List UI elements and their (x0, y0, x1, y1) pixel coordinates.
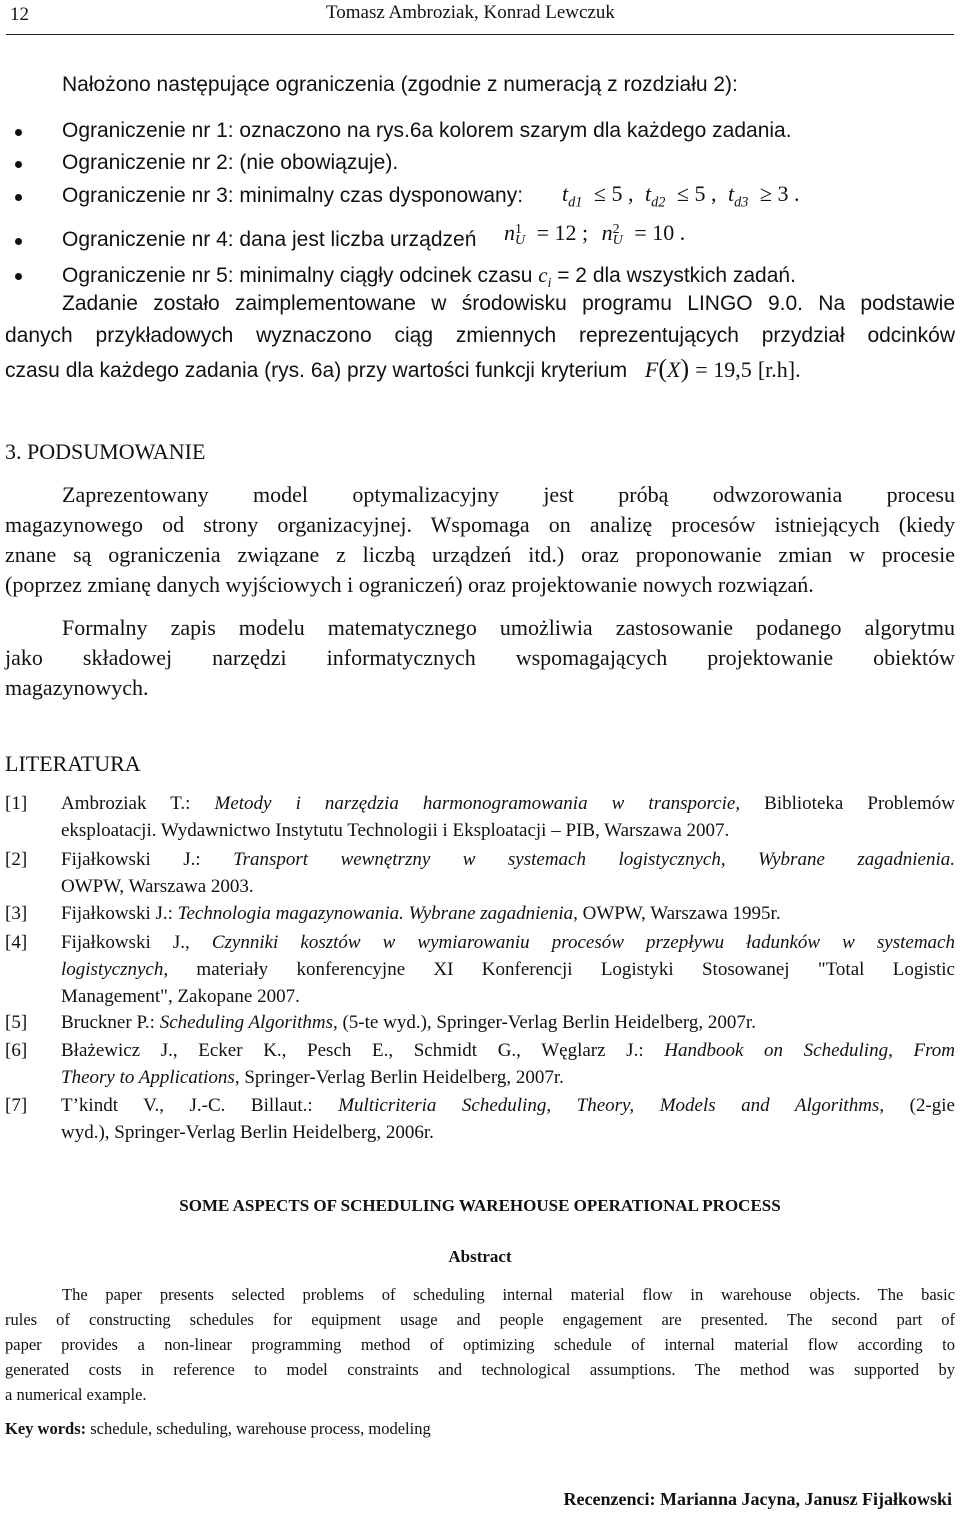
page-number: 12 (10, 4, 29, 25)
reference-number: [6] (5, 1040, 28, 1061)
paragraph-line: Formalny zapis modelu matematycznego umożliwia zastosowanie podanego algorytmu (62, 615, 955, 640)
abstract-line: rules of constructing schedules for equipment usage and people engagement are presented. The second part of (5, 1310, 955, 1329)
reference-text: Fijałkowski J.: Technologia magazynowania. Wybrane zagadnienia, OWPW, Warszawa 1995r. (61, 903, 781, 924)
constraint-3-formula: $t_{d1} \le 5$ , $t_{d2} \le 5$ , $t_{d3} \ge 3$ . (562, 181, 800, 211)
paragraph-line: czasu dla każdego zadania (rys. 6a) przy wartości funkcji kryterium F(X) = 19,5 [r.h]. (5, 354, 801, 383)
paragraph-line: Zadanie zostało zaimplementowane w środowisku programu LINGO 9.0. Na podstawie (62, 292, 955, 315)
keywords-list: schedule, scheduling, warehouse process, modeling (90, 1419, 431, 1438)
constraint-4-formula: n 1 U = 12 ; n 2 U = 10 . (504, 220, 686, 248)
reference-number: [4] (5, 932, 28, 953)
constraint-text: Ograniczenie nr 2: (nie obowiązuje). (62, 151, 399, 174)
english-title: SOME ASPECTS OF SCHEDULING WAREHOUSE OPERATIONAL PROCESS (179, 1196, 781, 1215)
reference-number: [7] (5, 1095, 28, 1116)
reviewers: Recenzenci: Marianna Jacyna, Janusz Fijałkowski (563, 1489, 952, 1509)
keywords-label: Key words: (5, 1419, 87, 1438)
paragraph-line: Zaprezentowany model optymalizacyjny jest próbą odwzorowania procesu (62, 482, 955, 507)
constraint-text: Ograniczenie nr 5: minimalny ciągły odcinek czasu $c_i = 2$ dla wszystkich zadań. (62, 263, 796, 291)
bullet-icon (15, 238, 22, 245)
reference-text: Bruckner P.: Scheduling Algorithms, (5-te wyd.), Springer-Verlag Berlin Heidelberg, 2007r. (61, 1012, 756, 1033)
running-authors: Tomasz Ambroziak, Konrad Lewczuk (326, 2, 615, 23)
bullet-icon (15, 194, 22, 201)
abstract-line: generated costs in reference to model constraints and technological assumptions. The method was supported by (5, 1360, 955, 1379)
reference-number: [3] (5, 903, 28, 924)
bullet-icon (15, 129, 22, 136)
bullet-icon (15, 273, 22, 280)
keywords (5, 1419, 431, 1439)
abstract-heading: Abstract (448, 1247, 512, 1266)
constraint-text: Ograniczenie nr 3: minimalny czas dysponowany: (62, 184, 524, 207)
abstract-line: a numerical example. (5, 1385, 147, 1404)
reference-text: Błażewicz J., Ecker K., Pesch E., Schmidt G., Węglarz J.: Handbook on Scheduling, From Theory to Applications, Springer-Verlag Berlin Heidelberg, 2007r. (61, 1040, 955, 1088)
reference-text: T’kindt V., J.-C. Billaut.: Multicriteria Scheduling, Theory, Models and Algorithms, (2-gie wyd.), Springer-Verlag Berlin Heidelberg, 2006r. (61, 1095, 955, 1143)
reference-number: [2] (5, 849, 28, 870)
bullet-icon (15, 161, 22, 168)
constraint-text: Ograniczenie nr 4: dana jest liczba urządzeń (62, 228, 477, 251)
abstract-text (5, 1282, 955, 1407)
paragraph-line: magazynowych. (5, 675, 149, 700)
constraint-text: Ograniczenie nr 1: oznaczono na rys.6a kolorem szarym dla każdego zadania. (62, 119, 792, 142)
section-heading: 3. PODSUMOWANIE (5, 439, 206, 464)
page-header (6, 0, 954, 35)
reference-text: Fijałkowski J.: Transport wewnętrzny w systemach logistycznych, Wybrane zagadnienia. OWPW, Warszawa 2003. (61, 849, 955, 897)
literature-heading: LITERATURA (5, 751, 141, 776)
reference-number: [5] (5, 1012, 28, 1033)
paragraph-line: jako składowej narzędzi informatycznych wspomagających projektowanie obiektów (5, 645, 955, 670)
abstract-line: paper provides a non-linear programming method of optimizing schedule of internal material flow according to (5, 1335, 955, 1354)
criterion-formula: F(X) = 19,5 [r.h]. (644, 354, 801, 383)
reference-number: [1] (5, 793, 28, 814)
constraints-intro: Nałożono następujące ograniczenia (zgodnie z numeracją z rozdziału 2): (62, 73, 738, 96)
paragraph-line: magazynowego od strony organizacyjnej. Wspomaga on analizę procesów istniejących (kiedy (5, 512, 955, 537)
abstract-line: The paper presents selected problems of scheduling internal material flow in warehouse objects. The basic (62, 1285, 955, 1304)
paragraph-line: danych przykładowych wyznaczono ciąg zmiennych reprezentujących przydział odcinków (5, 324, 955, 347)
paragraph-line: (poprzez zmianę danych wyjściowych i ograniczeń) oraz projektowanie nowych rozwiązań. (5, 572, 814, 597)
paragraph-line: znane są ograniczenia związane z liczbą urządzeń itd.) oraz proponowanie zmian w procesie (5, 542, 955, 567)
reference-text: Ambroziak T.: Metody i narzędzia harmonogramowania w transporcie, Biblioteka Problemów eksploatacji. Wydawnictwo Instytutu Technologii i Eksploatacji – PIB, Warszawa 2007. (61, 793, 955, 841)
reference-text: Fijałkowski J., Czynniki kosztów w wymiarowaniu procesów przepływu ładunków w systemach logistycznych, materiały konferencyjne XI Konferencji Logistyki Stosowanej "Total Logistic Management", Zakopane 2007. (61, 932, 955, 1007)
